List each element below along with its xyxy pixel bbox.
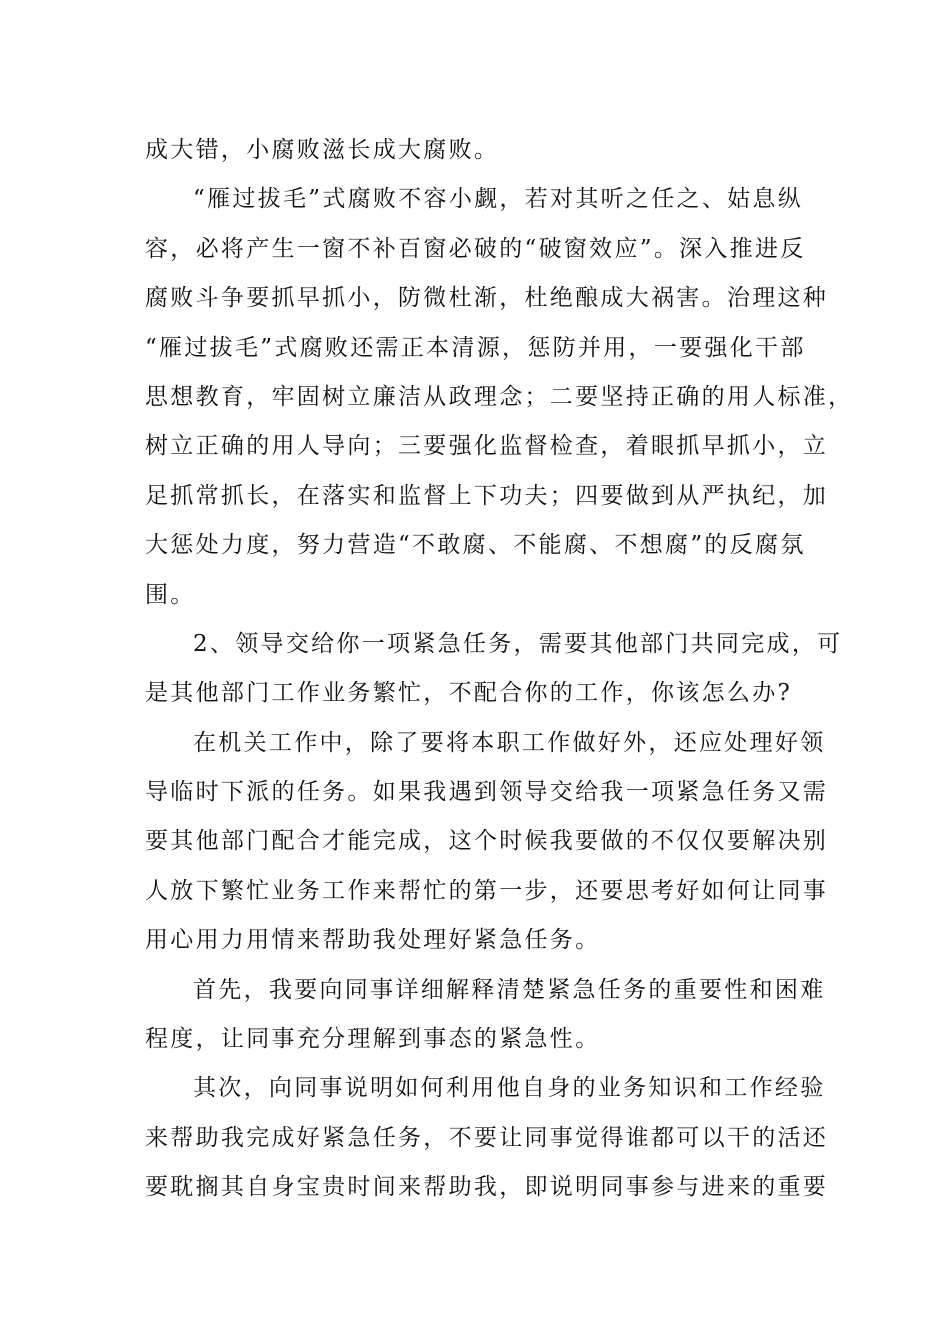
text-line: 首先，我要向同事详细解释清楚紧急任务的重要性和困难 — [193, 976, 826, 1003]
text-line: 人放下繁忙业务工作来帮忙的第一步，还要思考好如何让同事 — [145, 877, 829, 904]
text-line: 其次，向同事说明如何利用他自身的业务知识和工作经验 — [193, 1075, 826, 1102]
text-line: “雁过拔毛”式腐败不容小觑，若对其听之任之、姑息纵 — [193, 186, 804, 213]
text-line: 来帮助我完成好紧急任务，不要让同事觉得谁都可以干的活还 — [145, 1124, 829, 1151]
text-line: 要其他部门配合才能完成，这个时候我要做的不仅仅要解决别 — [145, 828, 829, 855]
text-line: 容，必将产生一窗不补百窗必破的“破窗效应”。深入推进反 — [145, 235, 806, 262]
question-line: 是其他部门工作业务繁忙，不配合你的工作，你该怎么办? — [145, 680, 793, 707]
text-line: 导临时下派的任务。如果我遇到领导交给我一项紧急任务又需 — [145, 779, 829, 806]
text-line: 大惩处力度，努力营造“不敢腐、不能腐、不想腐”的反腐氛 — [145, 532, 806, 559]
question-line: 2、领导交给你一项紧急任务，需要其他部门共同完成，可 — [193, 630, 843, 657]
text-line: 足抓常抓长，在落实和监督上下功夫；四要做到从严执纪，加 — [145, 482, 829, 509]
text-line: 用心用力用情来帮助我处理好紧急任务。 — [145, 927, 601, 954]
text-line: “雁过拔毛”式腐败还需正本清源，惩防并用，一要强化干部 — [145, 334, 806, 361]
text-line: 在机关工作中，除了要将本职工作做好外，还应处理好领 — [193, 729, 826, 756]
text-line: 要耽搁其自身宝贵时间来帮助我，即说明同事参与进来的重要 — [145, 1174, 829, 1201]
text-line: 程度，让同事充分理解到事态的紧急性。 — [145, 1026, 601, 1053]
text-line: 成大错，小腐败滋长成大腐败。 — [145, 137, 500, 163]
document-body — [145, 126, 854, 1213]
text-line: 围。 — [145, 581, 196, 608]
text-line: 思想教育，牢固树立廉洁从政理念；二要坚持正确的用人标准， — [145, 383, 854, 410]
text-line: 树立正确的用人导向；三要强化监督检查，着眼抓早抓小，立 — [145, 433, 829, 460]
text-line: 腐败斗争要抓早抓小，防微杜渐，杜绝酿成大祸害。治理这种 — [145, 285, 829, 312]
